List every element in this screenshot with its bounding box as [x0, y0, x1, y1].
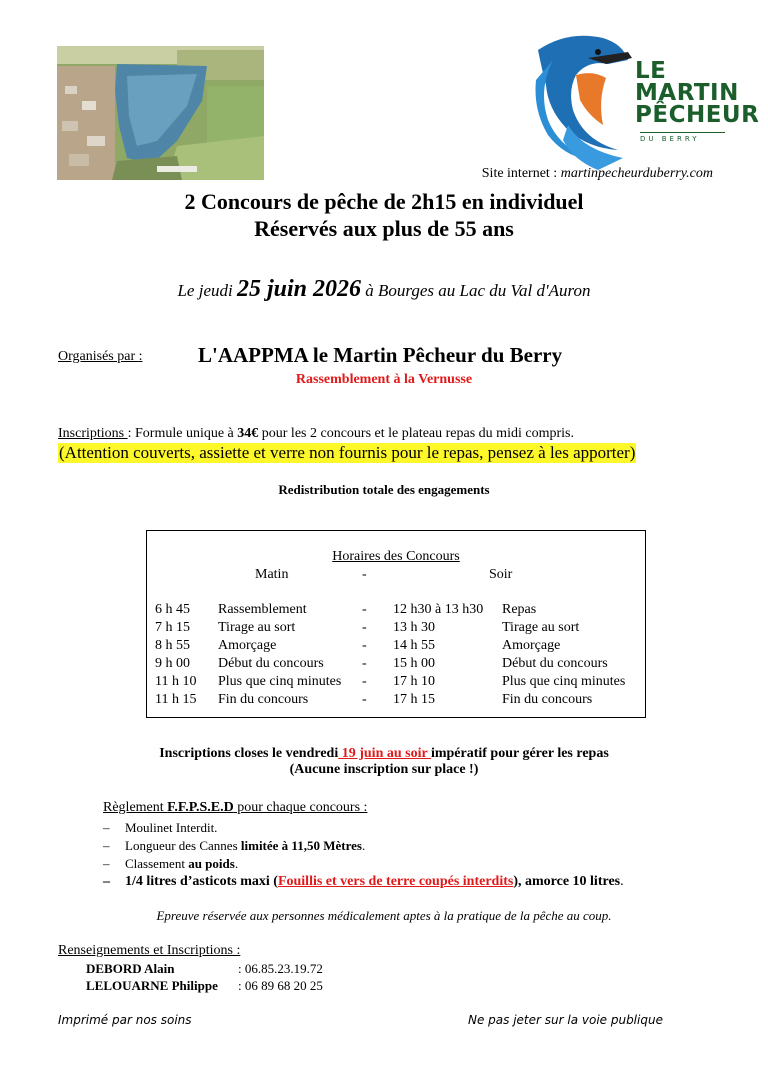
- schedule-morning-activity: Rassemblement: [218, 602, 307, 617]
- rule-ranking: – Classement au poids.: [103, 856, 239, 871]
- contact-name: LELOUARNE Philippe: [86, 978, 218, 993]
- website-url[interactable]: martinpecheurduberry.com: [560, 166, 713, 181]
- event-date-main: 25 juin 2026: [236, 276, 361, 302]
- schedule-morning-activity: Tirage au sort: [218, 620, 296, 635]
- schedule-separator: -: [362, 692, 367, 707]
- schedule-morning-time: 9 h 00: [155, 656, 190, 671]
- title-line-1: 2 Concours de pêche de 2h15 en individuel: [184, 189, 584, 214]
- registration-deadline: Inscriptions closes le vendredi 19 juin au soir impératif pour gérer les repas (Aucune inscription sur place !): [0, 746, 768, 778]
- cutlery-warning: (Attention couverts, assiette et verre non fournis pour le repas, pensez à les apporter): [59, 443, 636, 462]
- registration-label: Inscriptions: [58, 426, 128, 441]
- schedule-evening-time: 17 h 15: [393, 692, 435, 707]
- meeting-point: Rassemblement à la Vernusse: [295, 372, 473, 387]
- registration-fee-line: Inscriptions : Formule unique à 34€ pour les 2 concours et le plateau repas du midi compris.: [58, 426, 574, 441]
- rules-title: Règlement F.F.P.S.E.D pour chaque concours :: [103, 800, 368, 815]
- schedule-evening-activity: Repas: [502, 602, 537, 617]
- contact-name: DEBORD Alain: [86, 961, 175, 976]
- schedule-separator: -: [362, 656, 367, 671]
- schedule-evening-activity: Début du concours: [502, 656, 608, 671]
- schedule-morning-activity: Plus que cinq minutes: [218, 674, 342, 689]
- schedule-evening-time: 12 h30 à 13 h30: [393, 602, 484, 617]
- title-line-2: Réservés aux plus de 55 ans: [254, 216, 514, 241]
- contact-phone: : 06.85.23.19.72: [238, 961, 323, 976]
- schedule-morning-activity: Fin du concours: [218, 692, 309, 707]
- rule-bait: – 1/4 litres d’asticots maxi (Fouillis et vers de terre coupés interdits), amorce 10 litres.: [103, 874, 624, 889]
- schedule-evening-activity: Plus que cinq minutes: [502, 674, 626, 689]
- registration-price: 34€: [237, 426, 259, 441]
- medical-note: Epreuve réservée aux personnes médicalement aptes à la pratique de la pêche au coup.: [156, 908, 612, 923]
- schedule-separator: -: [362, 567, 367, 582]
- contact-phone: : 06 89 68 20 25: [238, 978, 323, 993]
- event-date: Le jeudi 25 juin 2026 à Bourges au Lac du Val d'Auron: [177, 276, 591, 302]
- schedule-separator: -: [362, 674, 367, 689]
- martin-pecheur-logo: [528, 30, 760, 180]
- footer-litter-notice: Ne pas jeter sur la voie publique: [468, 1013, 663, 1027]
- schedule-morning-time: 6 h 45: [155, 602, 190, 617]
- schedule-morning-time: 8 h 55: [155, 638, 190, 653]
- schedule-evening-time: 17 h 10: [393, 674, 435, 689]
- schedule-evening-activity: Amorçage: [502, 638, 561, 653]
- rule-bait-forbidden: Fouillis et vers de terre coupés interdits: [277, 874, 514, 889]
- schedule-evening-time: 15 h 00: [393, 656, 435, 671]
- schedule-evening-activity: Tirage au sort: [502, 620, 580, 635]
- rule-rod-length: – Longueur des Cannes limitée à 11,50 Mètres.: [103, 838, 366, 853]
- logo-wordmark: LE MARTIN PÊCHEUR: [635, 58, 760, 128]
- page-title: [0, 188, 768, 242]
- organizer-name: L'AAPPMA le Martin Pêcheur du Berry: [198, 343, 563, 367]
- schedule-evening-activity: Fin du concours: [502, 692, 593, 707]
- schedule-morning-activity: Amorçage: [218, 638, 277, 653]
- website-label: Site internet :: [481, 166, 558, 181]
- schedule-separator: -: [362, 602, 367, 617]
- schedule-morning-time: 11 h 15: [155, 692, 197, 707]
- schedule-evening-time: 13 h 30: [393, 620, 435, 635]
- schedule-title: Horaires des Concours: [332, 549, 460, 564]
- contacts-title: Renseignements et Inscriptions :: [58, 943, 241, 958]
- schedule-separator: -: [362, 638, 367, 653]
- deadline-date: 19 juin au soir: [338, 746, 431, 761]
- schedule-morning-header: Matin: [255, 567, 289, 582]
- rule-reel: – Moulinet Interdit.: [103, 820, 218, 835]
- organizer-label: Organisés par :: [58, 349, 143, 364]
- schedule-morning-activity: Début du concours: [218, 656, 324, 671]
- schedule-evening-header: Soir: [489, 567, 513, 582]
- no-onsite-registration: (Aucune inscription sur place !): [289, 762, 479, 777]
- footer-printed: Imprimé par nos soins: [58, 1013, 192, 1027]
- redistribution-note: Redistribution totale des engagements: [278, 482, 490, 497]
- schedule-morning-time: 7 h 15: [155, 620, 190, 635]
- schedule-morning-time: 11 h 10: [155, 674, 197, 689]
- website-line: [0, 166, 713, 182]
- lake-aerial-photo: [57, 46, 264, 180]
- schedule-evening-time: 14 h 55: [393, 638, 435, 653]
- schedule-separator: -: [362, 620, 367, 635]
- logo-subtitle: DU BERRY: [640, 132, 725, 143]
